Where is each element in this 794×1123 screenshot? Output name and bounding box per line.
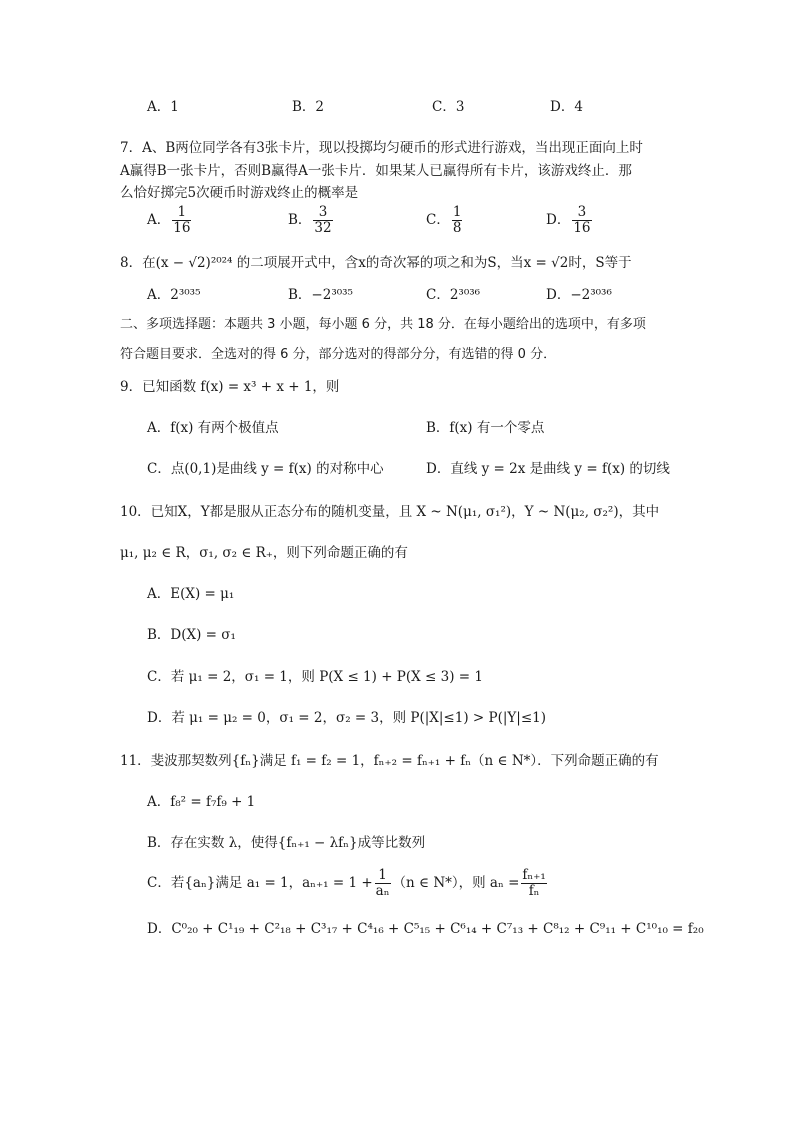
q9-stem: 9．已知函数 f(x) = x³ + x + 1，则 xyxy=(120,379,340,395)
q6-option-d: D．4 xyxy=(550,99,583,115)
q7-option-b-label: B． xyxy=(288,212,312,228)
q10-option-a: A．E(X) = μ₁ xyxy=(147,586,235,602)
fraction-denominator: 16 xyxy=(173,220,191,236)
fraction-numerator: 1 xyxy=(375,868,391,884)
q7-option-c xyxy=(426,205,464,236)
q10-stem-line-1: 10．已知X，Y都是服从正态分布的随机变量，且 X ~ N(μ₁, σ₁²)，Y ~ N(μ₂, σ₂²)，其中 xyxy=(120,504,660,520)
q7-stem-line-3: 么恰好掷完5次硬币时游戏终止的概率是 xyxy=(120,185,359,201)
q11-option-c xyxy=(147,868,549,899)
fraction-denominator: 32 xyxy=(314,220,332,236)
q7-option-d-fraction xyxy=(572,205,591,236)
q7-option-d xyxy=(546,205,594,236)
q6-option-c: C．3 xyxy=(432,99,465,115)
q8-option-b: B．−2³⁰³⁵ xyxy=(288,287,353,303)
fraction-denominator: 8 xyxy=(452,220,462,236)
section-2-line-2: 符合题目要求．全选对的得 6 分，部分选对的得部分分，有选错的得 0 分． xyxy=(120,347,557,362)
q8-option-d: D．−2³⁰³⁶ xyxy=(546,287,612,303)
q11-stem: 11．斐波那契数列{fₙ}满足 f₁ = f₂ = 1，fₙ₊₂ = fₙ₊₁ + fₙ（n ∈ N*）．下列命题正确的有 xyxy=(120,753,659,769)
q7-stem-line-1: 7．A、B两位同学各有3张卡片，现以投掷均匀硬币的形式进行游戏，当出现正面向上时 xyxy=(120,140,643,156)
q6-option-a: A．1 xyxy=(147,99,179,115)
q11-option-d: D．C⁰₂₀ + C¹₁₉ + C²₁₈ + C³₁₇ + C⁴₁₆ + C⁵₁₅ + C⁶₁₄ + C⁷₁₃ + C⁸₁₂ + C⁹₁₁ + C¹⁰₁₀ = f₂₀ xyxy=(147,921,704,937)
q11-option-c-prefix: C．若{aₙ}满足 a₁ = 1，aₙ₊₁ = 1 + xyxy=(147,875,373,891)
q9-option-c: C．点(0,1)是曲线 y = f(x) 的对称中心 xyxy=(147,461,384,477)
q9-option-d: D．直线 y = 2x 是曲线 y = f(x) 的切线 xyxy=(426,461,670,477)
q11-option-c-fraction-1 xyxy=(375,868,391,899)
q11-option-b: B．存在实数 λ，使得{fₙ₊₁ − λfₙ}成等比数列 xyxy=(147,835,426,851)
q7-option-c-label: C． xyxy=(426,212,450,228)
q9-option-a: A．f(x) 有两个极值点 xyxy=(147,420,279,436)
q9-option-b: B．f(x) 有一个零点 xyxy=(426,420,545,436)
q6-option-b: B．2 xyxy=(292,99,325,115)
q10-option-d: D．若 μ₁ = μ₂ = 0，σ₁ = 2，σ₂ = 3，则 P(|X|≤1) > P(|Y|≤1) xyxy=(147,710,547,726)
q7-option-b xyxy=(288,205,335,236)
q10-option-b: B．D(X) = σ₁ xyxy=(147,627,236,643)
fraction-numerator: fₙ₊₁ xyxy=(522,867,546,883)
fraction-denominator: fₙ xyxy=(528,883,540,899)
q11-option-a: A．f₈² = f₇f₉ + 1 xyxy=(147,794,256,810)
fraction-numerator: 3 xyxy=(313,205,332,221)
q7-option-d-label: D． xyxy=(546,212,571,228)
q11-option-c-middle: （n ∈ N*），则 aₙ = xyxy=(392,875,520,891)
q8-stem: 8．在(x − √2)²⁰²⁴ 的二项展开式中，含x的奇次幂的项之和为S，当x = √2时，S等于 xyxy=(120,255,632,271)
q8-option-a: A．2³⁰³⁵ xyxy=(147,287,201,303)
fraction-numerator: 1 xyxy=(172,205,191,221)
fraction-denominator: 16 xyxy=(573,220,591,236)
q7-option-a-fraction xyxy=(172,205,191,236)
q7-stem-line-2: A赢得B一张卡片，否则B赢得A一张卡片．如果某人已赢得所有卡片，该游戏终止．那 xyxy=(120,163,632,179)
q10-stem-line-2: μ₁, μ₂ ∈ R，σ₁, σ₂ ∈ R₊，则下列命题正确的有 xyxy=(120,545,408,561)
section-2-line-1: 二、多项选择题：本题共 3 小题，每小题 6 分，共 18 分．在每小题给出的选项中，有多项 xyxy=(120,317,646,332)
q8-option-c: C．2³⁰³⁶ xyxy=(426,287,481,303)
q11-option-c-fraction-2 xyxy=(521,868,546,899)
fraction-numerator: 3 xyxy=(572,205,591,221)
q10-option-c: C．若 μ₁ = 2，σ₁ = 1，则 P(X ≤ 1) + P(X ≤ 3) = 1 xyxy=(147,669,483,685)
q7-option-c-fraction xyxy=(452,205,463,236)
q7-option-a xyxy=(147,205,193,236)
fraction-numerator: 1 xyxy=(452,204,462,220)
fraction-denominator: aₙ xyxy=(375,883,390,899)
q7-option-b-fraction xyxy=(313,205,332,236)
q7-option-a-label: A． xyxy=(147,212,171,228)
